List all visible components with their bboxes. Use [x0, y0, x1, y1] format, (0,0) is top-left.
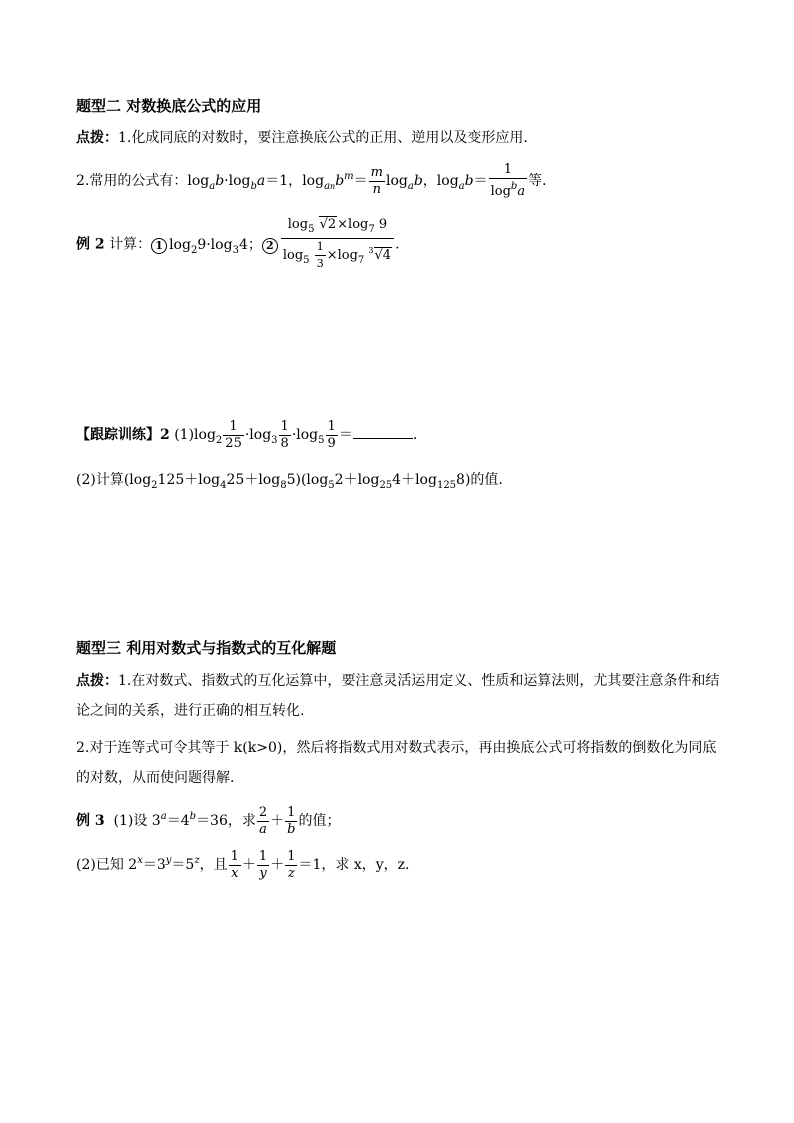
- formula-3: $\log_ab=$ $\frac{1}{\log^ba}$: [436, 162, 526, 199]
- practice-expr-1: $\log_2$ $\frac{1}{25}$ $\cdot\log_3$ $\frac{1}{8}$ $\cdot\log_5$ $\frac{1}{9}$ ＝: [194, 418, 353, 451]
- section-title-2: 题型二 对数换底公式的应用: [76, 97, 262, 115]
- practice-line-2: [76, 470, 503, 496]
- practice-label: 【跟踪训练】2: [76, 427, 170, 443]
- tip-label-3: 点拨：: [76, 673, 118, 689]
- ex2-part1: $\log_29\cdot\log_34$；: [169, 236, 262, 256]
- example-prompt: 计算：: [109, 236, 152, 253]
- circled-number-2: 2: [262, 238, 278, 254]
- example-2: 例 2 计算： 1 $\log_29\cdot\log_34$； 2 $\log_5 √2\times\log_7$ 9 $\log_5$ $\frac{1}{3}$ $\times\log_7$ $^3$√4 .: [76, 217, 400, 270]
- section-title-3: 题型三 利用对数式与指数式的互化解题: [76, 639, 337, 657]
- tip3-text-2: 2.对于连等式可令其等于 k(k>0)，然后将指数式用对数式表示，再由换底公式可将指数的倒数化为同底的对数，从而使问题得解.: [76, 740, 717, 786]
- example-3-part1: [76, 800, 340, 838]
- ex3-p2-expr: $^x=3^y=5^z$，且 $\frac{1}{x}$ ＋ $\frac{1}{y}$ ＋ $\frac{1}{z}$ ＝1: [137, 848, 322, 881]
- tip-line-1: [76, 128, 537, 148]
- practice-line-1: 【跟踪训练】2 $(1)\log_2$ $\frac{1}{25}$ $\cdot\log_3$ $\frac{1}{8}$ $\cdot\log_5$ $\frac{1}{9}$ ＝ .: [76, 418, 418, 451]
- tip3-block-2: [76, 733, 724, 793]
- tip-text-2-suffix: 等．: [528, 173, 557, 189]
- tip-line-2: [76, 162, 556, 202]
- ex3-p2-tail: ，求 x，y，z.: [321, 857, 410, 873]
- tip-text-1: 1.化成同底的对数时，要注意换底公式的正用、逆用以及变形应用．: [118, 130, 538, 146]
- formula-2: $\log_{an}b^m=$ $\frac{m}{n}$ $\log_ab$，: [302, 164, 437, 197]
- formula-1: $\log_ab\cdot\log_ba=1$，: [187, 173, 303, 192]
- ex2-part2-fraction: $\log_5 √2\times\log_7$ 9 $\log_5$ $\frac{1}{3}$ $\times\log_7$ $^3$√4: [281, 218, 394, 271]
- tip3-text-1: 1.在对数式、指数式的互化运算中，要注意灵活运用定义、性质和运算法则，尤其要注意条件和结论之间的关系，进行正确的相互转化.: [76, 673, 720, 719]
- ex3-p1-expr: $^a=4^b=36$，求 $\frac{2}{a}$ ＋ $\frac{1}{b}$: [160, 804, 296, 837]
- example-label: 例 2: [76, 236, 105, 253]
- circled-number-1: 1: [151, 238, 167, 254]
- practice-text-2: (2)计算(log: [76, 472, 152, 488]
- practice-prefix-1: (1): [174, 427, 195, 443]
- ex3-p2-prefix: (2)已知 2: [76, 857, 138, 873]
- tip-text-2: 2.常用的公式有：: [76, 173, 188, 189]
- ex3-p1-prefix: (1)设 3: [113, 813, 161, 829]
- example-3-label: 例 3: [76, 813, 105, 829]
- practice-expr-2: $_2125+\log_425+\log_85)(\log_52+\log_{25}4+\log_{125}8)$: [151, 472, 471, 491]
- ex3-p1-tail: 的值；: [298, 813, 341, 829]
- tip-block-3: [76, 666, 724, 726]
- tip-label: 点拨：: [76, 130, 118, 146]
- answer-blank: [353, 426, 413, 439]
- practice-text-2-tail: 的值.: [470, 472, 503, 488]
- example-3-part2: [76, 844, 409, 882]
